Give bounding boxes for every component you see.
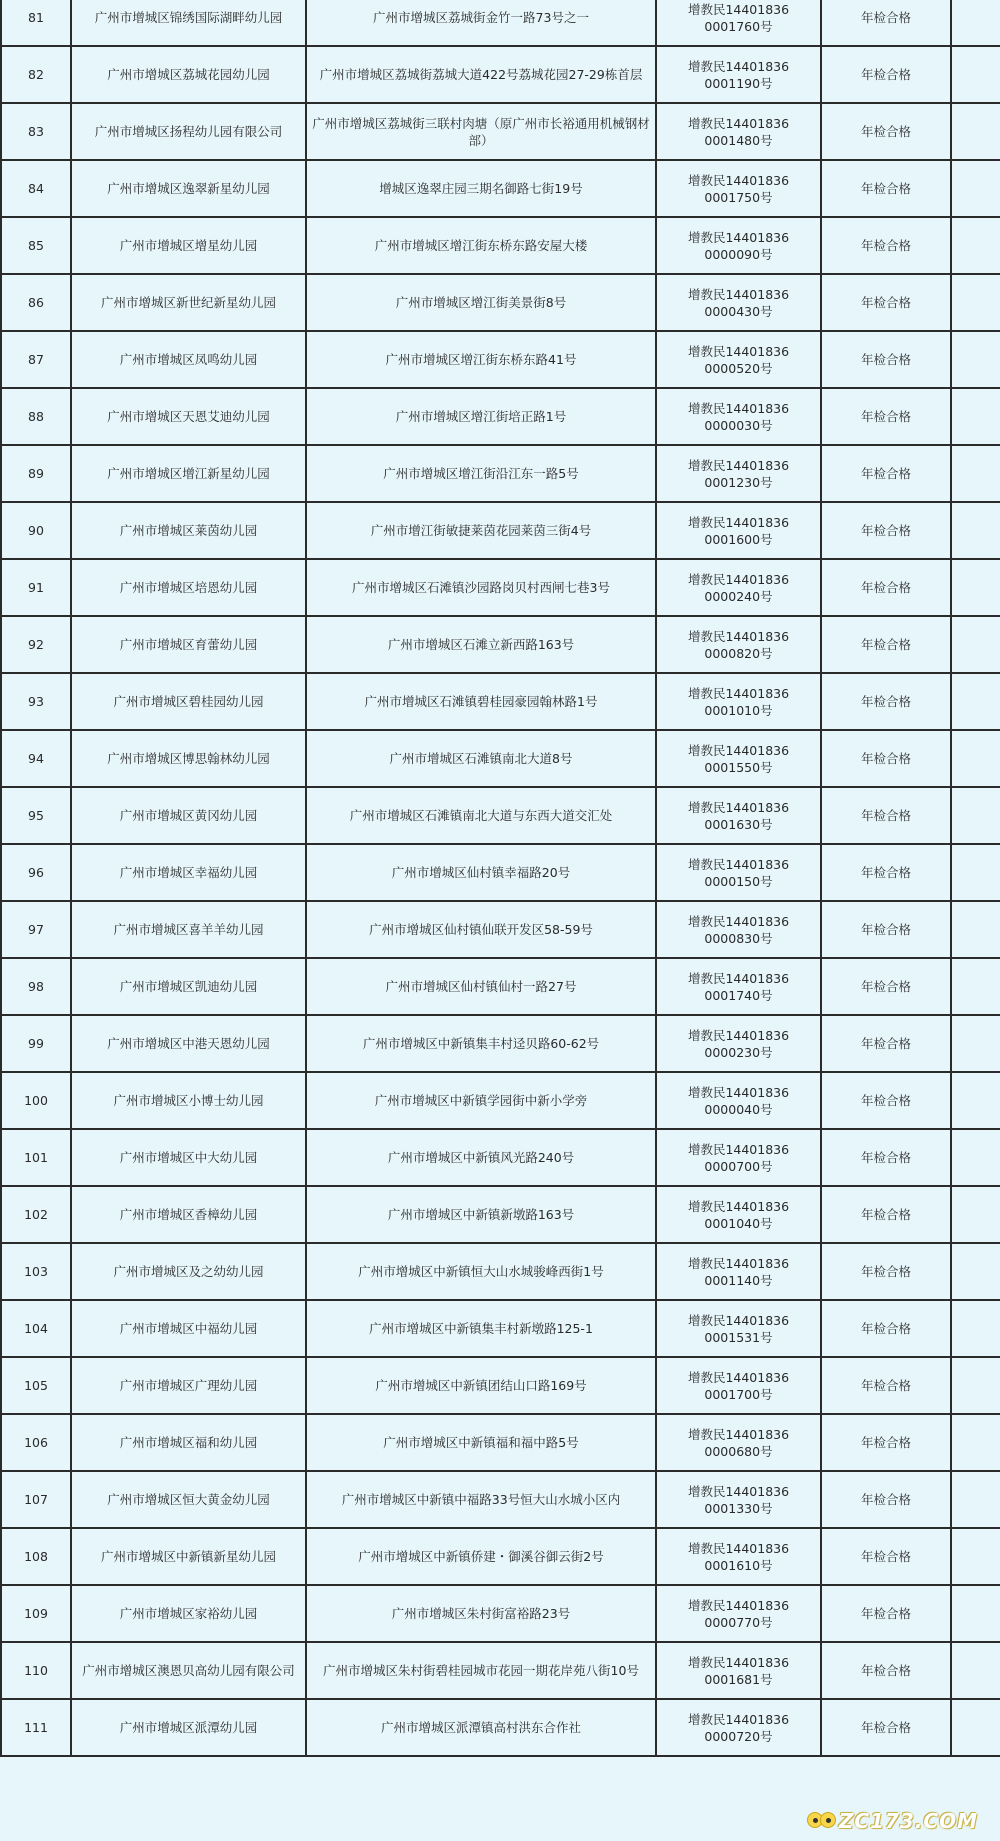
license-number-cell xyxy=(656,274,821,331)
kindergarten-name-cell: 广州市增城区家裕幼儿园 xyxy=(71,1585,306,1642)
inspection-status-cell: 年检合格 xyxy=(821,1243,951,1300)
license-number-cell xyxy=(656,1642,821,1699)
row-number-cell: 94 xyxy=(1,730,71,787)
empty-cell xyxy=(951,46,1000,103)
inspection-status-cell: 年检合格 xyxy=(821,1129,951,1186)
table-row xyxy=(1,1585,1000,1642)
license-number-cell xyxy=(656,673,821,730)
kindergarten-name-cell: 广州市增城区恒大黄金幼儿园 xyxy=(71,1471,306,1528)
license-number-line1: 增教民14401836 xyxy=(687,286,790,302)
row-number-cell: 96 xyxy=(1,844,71,901)
row-number-cell: 108 xyxy=(1,1528,71,1585)
inspection-status-cell: 年检合格 xyxy=(821,502,951,559)
license-number-line1: 增教民14401836 xyxy=(687,1597,790,1613)
license-number-line2: 0000030号 xyxy=(704,417,773,433)
empty-cell xyxy=(951,901,1000,958)
license-number-line1: 增教民14401836 xyxy=(687,514,790,530)
kindergarten-name-cell: 广州市增城区及之幼幼儿园 xyxy=(71,1243,306,1300)
license-number-line2: 0001700号 xyxy=(704,1386,773,1402)
license-number-cell xyxy=(656,787,821,844)
row-number-cell: 95 xyxy=(1,787,71,844)
inspection-status-cell: 年检合格 xyxy=(821,1528,951,1585)
inspection-status-cell: 年检合格 xyxy=(821,1186,951,1243)
address-cell: 广州市增城区中新镇风光路240号 xyxy=(306,1129,656,1186)
row-number-cell: 83 xyxy=(1,103,71,160)
license-number-cell xyxy=(656,730,821,787)
empty-cell xyxy=(951,1072,1000,1129)
license-number-line2: 0001550号 xyxy=(704,759,773,775)
table-row xyxy=(1,445,1000,502)
row-number-cell: 111 xyxy=(1,1699,71,1756)
empty-cell xyxy=(951,331,1000,388)
empty-cell xyxy=(951,1699,1000,1756)
empty-cell xyxy=(951,1414,1000,1471)
kindergarten-name-cell: 广州市增城区澳恩贝高幼儿园有限公司 xyxy=(71,1642,306,1699)
license-number-cell xyxy=(656,1072,821,1129)
table-row xyxy=(1,1528,1000,1585)
table-row xyxy=(1,0,1000,46)
kindergarten-name-cell: 广州市增城区荔城花园幼儿园 xyxy=(71,46,306,103)
kindergarten-name-cell: 广州市增城区福和幼儿园 xyxy=(71,1414,306,1471)
license-number-line1: 增教民14401836 xyxy=(687,628,790,644)
inspection-status-cell: 年检合格 xyxy=(821,559,951,616)
kindergarten-name-cell: 广州市增城区中福幼儿园 xyxy=(71,1300,306,1357)
kindergarten-name-cell: 广州市增城区天恩艾迪幼儿园 xyxy=(71,388,306,445)
license-number-cell xyxy=(656,1414,821,1471)
license-number-line1: 增教民14401836 xyxy=(687,58,790,74)
license-number-cell xyxy=(656,1357,821,1414)
empty-cell xyxy=(951,1471,1000,1528)
kindergarten-name-cell: 广州市增城区广理幼儿园 xyxy=(71,1357,306,1414)
license-number-cell xyxy=(656,445,821,502)
table-row xyxy=(1,673,1000,730)
address-cell: 广州市增城区中新镇团结山口路169号 xyxy=(306,1357,656,1414)
empty-cell xyxy=(951,730,1000,787)
address-cell: 广州市增城区石滩镇南北大道与东西大道交汇处 xyxy=(306,787,656,844)
license-number-line1: 增教民14401836 xyxy=(687,1141,790,1157)
address-cell: 广州市增城区增江街东桥东路安屋大楼 xyxy=(306,217,656,274)
license-number-line1: 增教民14401836 xyxy=(687,1369,790,1385)
address-cell: 广州市增城区中新镇中福路33号恒大山水城小区内 xyxy=(306,1471,656,1528)
license-number-line2: 0001010号 xyxy=(704,702,773,718)
empty-cell xyxy=(951,388,1000,445)
address-cell: 广州市增城区荔城街荔城大道422号荔城花园27-29栋首层 xyxy=(306,46,656,103)
license-number-line2: 0001330号 xyxy=(704,1500,773,1516)
license-number-line2: 0001040号 xyxy=(704,1215,773,1231)
kindergarten-name-cell: 广州市增城区博思翰林幼儿园 xyxy=(71,730,306,787)
address-cell: 广州市增城区仙村镇仙村一路27号 xyxy=(306,958,656,1015)
kindergarten-name-cell: 广州市增城区派潭幼儿园 xyxy=(71,1699,306,1756)
row-number-cell: 89 xyxy=(1,445,71,502)
table-row xyxy=(1,730,1000,787)
license-number-line1: 增教民14401836 xyxy=(687,1027,790,1043)
address-cell: 广州市增城区中新镇福和福中路5号 xyxy=(306,1414,656,1471)
row-number-cell: 100 xyxy=(1,1072,71,1129)
table-row xyxy=(1,1300,1000,1357)
license-number-cell xyxy=(656,901,821,958)
row-number-cell: 84 xyxy=(1,160,71,217)
table-row xyxy=(1,787,1000,844)
kindergarten-name-cell: 广州市增城区喜羊羊幼儿园 xyxy=(71,901,306,958)
inspection-status-cell: 年检合格 xyxy=(821,1015,951,1072)
inspection-status-cell: 年检合格 xyxy=(821,0,951,46)
license-number-line1: 增教民14401836 xyxy=(687,229,790,245)
inspection-status-cell: 年检合格 xyxy=(821,730,951,787)
address-cell: 广州市增城区中新镇恒大山水城骏峰西街1号 xyxy=(306,1243,656,1300)
license-number-cell xyxy=(656,1300,821,1357)
table-row xyxy=(1,844,1000,901)
kindergarten-name-cell: 广州市增城区中新镇新星幼儿园 xyxy=(71,1528,306,1585)
license-number-line1: 增教民14401836 xyxy=(687,1711,790,1727)
license-number-line2: 0001531号 xyxy=(704,1329,773,1345)
kindergarten-name-cell: 广州市增城区幸福幼儿园 xyxy=(71,844,306,901)
row-number-cell: 91 xyxy=(1,559,71,616)
empty-cell xyxy=(951,1357,1000,1414)
address-cell: 广州市增城区增江街美景街8号 xyxy=(306,274,656,331)
license-number-line1: 增教民14401836 xyxy=(687,685,790,701)
inspection-status-cell: 年检合格 xyxy=(821,1300,951,1357)
row-number-cell: 88 xyxy=(1,388,71,445)
empty-cell xyxy=(951,1015,1000,1072)
inspection-status-cell: 年检合格 xyxy=(821,160,951,217)
inspection-status-cell: 年检合格 xyxy=(821,445,951,502)
empty-cell xyxy=(951,445,1000,502)
table-row xyxy=(1,1642,1000,1699)
license-number-line2: 0000520号 xyxy=(704,360,773,376)
license-number-line1: 增教民14401836 xyxy=(687,1426,790,1442)
row-number-cell: 103 xyxy=(1,1243,71,1300)
table-row xyxy=(1,901,1000,958)
address-cell: 广州市增城区增江街沿江东一路5号 xyxy=(306,445,656,502)
address-cell: 广州市增城区朱村街碧桂园城市花园一期花岸苑八街10号 xyxy=(306,1642,656,1699)
license-number-line2: 0000430号 xyxy=(704,303,773,319)
row-number-cell: 97 xyxy=(1,901,71,958)
license-number-line2: 0000040号 xyxy=(704,1101,773,1117)
kindergarten-name-cell: 广州市增城区增星幼儿园 xyxy=(71,217,306,274)
inspection-status-cell: 年检合格 xyxy=(821,217,951,274)
license-number-cell xyxy=(656,1528,821,1585)
row-number-cell: 82 xyxy=(1,46,71,103)
inspection-status-cell: 年检合格 xyxy=(821,958,951,1015)
table-row xyxy=(1,1471,1000,1528)
table-row xyxy=(1,331,1000,388)
kindergarten-name-cell: 广州市增城区增江新星幼儿园 xyxy=(71,445,306,502)
row-number-cell: 110 xyxy=(1,1642,71,1699)
kindergarten-name-cell: 广州市增城区凤鸣幼儿园 xyxy=(71,331,306,388)
row-number-cell: 101 xyxy=(1,1129,71,1186)
kindergarten-name-cell: 广州市增城区中大幼儿园 xyxy=(71,1129,306,1186)
table-row xyxy=(1,1072,1000,1129)
license-number-line1: 增教民14401836 xyxy=(687,1198,790,1214)
inspection-status-cell: 年检合格 xyxy=(821,1414,951,1471)
empty-cell xyxy=(951,217,1000,274)
license-number-line1: 增教民14401836 xyxy=(687,1312,790,1328)
license-number-line2: 0001630号 xyxy=(704,816,773,832)
inspection-status-cell: 年检合格 xyxy=(821,103,951,160)
watermark-text: ZC173.COM xyxy=(838,1809,978,1833)
empty-cell xyxy=(951,1129,1000,1186)
inspection-status-cell: 年检合格 xyxy=(821,616,951,673)
license-number-cell xyxy=(656,1129,821,1186)
license-number-line1: 增教民14401836 xyxy=(687,1084,790,1100)
row-number-cell: 90 xyxy=(1,502,71,559)
license-number-cell xyxy=(656,1585,821,1642)
license-number-cell xyxy=(656,331,821,388)
table-body xyxy=(1,0,1000,1756)
address-cell: 广州市增城区石滩镇碧桂园豪园翰林路1号 xyxy=(306,673,656,730)
license-number-line2: 0000720号 xyxy=(704,1728,773,1744)
license-number-line2: 0000240号 xyxy=(704,588,773,604)
license-number-cell xyxy=(656,502,821,559)
row-number-cell: 85 xyxy=(1,217,71,274)
license-number-line2: 0001480号 xyxy=(704,132,773,148)
table-row xyxy=(1,1414,1000,1471)
empty-cell xyxy=(951,0,1000,46)
row-number-cell: 105 xyxy=(1,1357,71,1414)
license-number-cell xyxy=(656,1015,821,1072)
empty-cell xyxy=(951,1528,1000,1585)
empty-cell xyxy=(951,160,1000,217)
inspection-status-cell: 年检合格 xyxy=(821,1699,951,1756)
empty-cell xyxy=(951,1300,1000,1357)
license-number-cell xyxy=(656,1186,821,1243)
license-number-cell xyxy=(656,844,821,901)
license-number-line2: 0000230号 xyxy=(704,1044,773,1060)
license-number-line1: 增教民14401836 xyxy=(687,457,790,473)
empty-cell xyxy=(951,1585,1000,1642)
license-number-line1: 增教民14401836 xyxy=(687,913,790,929)
license-number-line2: 0000820号 xyxy=(704,645,773,661)
table-row xyxy=(1,160,1000,217)
license-number-cell xyxy=(656,160,821,217)
table-row xyxy=(1,46,1000,103)
license-number-line2: 0001740号 xyxy=(704,987,773,1003)
address-cell: 广州市增城区仙村镇仙联开发区58-59号 xyxy=(306,901,656,958)
row-number-cell: 87 xyxy=(1,331,71,388)
kindergarten-name-cell: 广州市增城区中港天恩幼儿园 xyxy=(71,1015,306,1072)
address-cell: 广州市增城区中新镇学园街中新小学旁 xyxy=(306,1072,656,1129)
watermark-face-icon xyxy=(807,1810,837,1832)
row-number-cell: 81 xyxy=(1,0,71,46)
empty-cell xyxy=(951,958,1000,1015)
inspection-status-cell: 年检合格 xyxy=(821,901,951,958)
inspection-status-cell: 年检合格 xyxy=(821,274,951,331)
kindergarten-name-cell: 广州市增城区扬程幼儿园有限公司 xyxy=(71,103,306,160)
kindergarten-name-cell: 广州市增城区黄冈幼儿园 xyxy=(71,787,306,844)
row-number-cell: 102 xyxy=(1,1186,71,1243)
address-cell: 广州市增城区中新镇新墩路163号 xyxy=(306,1186,656,1243)
table-row xyxy=(1,559,1000,616)
address-cell: 广州市增城区增江街东桥东路41号 xyxy=(306,331,656,388)
license-number-line2: 0000090号 xyxy=(704,246,773,262)
license-number-line2: 0000150号 xyxy=(704,873,773,889)
license-number-line1: 增教民14401836 xyxy=(687,742,790,758)
license-number-line1: 增教民14401836 xyxy=(687,856,790,872)
empty-cell xyxy=(951,1642,1000,1699)
row-number-cell: 106 xyxy=(1,1414,71,1471)
kindergarten-name-cell: 广州市增城区凯迪幼儿园 xyxy=(71,958,306,1015)
license-number-cell xyxy=(656,103,821,160)
empty-cell xyxy=(951,103,1000,160)
license-number-cell xyxy=(656,958,821,1015)
license-number-line2: 0001610号 xyxy=(704,1557,773,1573)
table-row xyxy=(1,958,1000,1015)
address-cell: 广州市增城区中新镇侨建・御溪谷御云街2号 xyxy=(306,1528,656,1585)
inspection-status-cell: 年检合格 xyxy=(821,787,951,844)
empty-cell xyxy=(951,274,1000,331)
row-number-cell: 99 xyxy=(1,1015,71,1072)
kindergarten-name-cell: 广州市增城区培恩幼儿园 xyxy=(71,559,306,616)
license-number-cell xyxy=(656,559,821,616)
license-number-line2: 0000830号 xyxy=(704,930,773,946)
empty-cell xyxy=(951,673,1000,730)
license-number-cell xyxy=(656,1471,821,1528)
row-number-cell: 107 xyxy=(1,1471,71,1528)
license-number-line2: 0001750号 xyxy=(704,189,773,205)
license-number-line2: 0000700号 xyxy=(704,1158,773,1174)
table-row xyxy=(1,217,1000,274)
license-number-cell xyxy=(656,616,821,673)
license-number-line1: 增教民14401836 xyxy=(687,343,790,359)
kindergarten-name-cell: 广州市增城区锦绣国际湖畔幼儿园 xyxy=(71,0,306,46)
kindergarten-name-cell: 广州市增城区碧桂园幼儿园 xyxy=(71,673,306,730)
inspection-status-cell: 年检合格 xyxy=(821,1585,951,1642)
license-number-line1: 增教民14401836 xyxy=(687,1483,790,1499)
inspection-status-cell: 年检合格 xyxy=(821,1357,951,1414)
license-number-cell xyxy=(656,217,821,274)
table-row xyxy=(1,1699,1000,1756)
empty-cell xyxy=(951,559,1000,616)
license-number-line1: 增教民14401836 xyxy=(687,1,790,17)
inspection-status-cell: 年检合格 xyxy=(821,1072,951,1129)
row-number-cell: 93 xyxy=(1,673,71,730)
address-cell: 增城区逸翠庄园三期名御路七街19号 xyxy=(306,160,656,217)
license-number-line1: 增教民14401836 xyxy=(687,799,790,815)
license-number-line1: 增教民14401836 xyxy=(687,970,790,986)
kindergarten-name-cell: 广州市增城区逸翠新星幼儿园 xyxy=(71,160,306,217)
empty-cell xyxy=(951,616,1000,673)
address-cell: 广州市增城区仙村镇幸福路20号 xyxy=(306,844,656,901)
license-number-line2: 0001230号 xyxy=(704,474,773,490)
table-row xyxy=(1,1357,1000,1414)
empty-cell xyxy=(951,787,1000,844)
inspection-status-cell: 年检合格 xyxy=(821,844,951,901)
inspection-status-cell: 年检合格 xyxy=(821,673,951,730)
license-number-line2: 0001190号 xyxy=(704,75,773,91)
address-cell: 广州市增城区石滩立新西路163号 xyxy=(306,616,656,673)
inspection-status-cell: 年检合格 xyxy=(821,1642,951,1699)
license-number-line1: 增教民14401836 xyxy=(687,115,790,131)
license-number-cell xyxy=(656,46,821,103)
license-number-line1: 增教民14401836 xyxy=(687,571,790,587)
license-number-line1: 增教民14401836 xyxy=(687,1654,790,1670)
inspection-status-cell: 年检合格 xyxy=(821,331,951,388)
table-row xyxy=(1,616,1000,673)
inspection-status-cell: 年检合格 xyxy=(821,46,951,103)
row-number-cell: 98 xyxy=(1,958,71,1015)
license-number-cell xyxy=(656,0,821,46)
license-number-cell xyxy=(656,1243,821,1300)
address-cell: 广州市增城区增江街培正路1号 xyxy=(306,388,656,445)
license-number-line2: 0000680号 xyxy=(704,1443,773,1459)
address-cell: 广州市增城区石滩镇沙园路岗贝村西闸七巷3号 xyxy=(306,559,656,616)
row-number-cell: 86 xyxy=(1,274,71,331)
address-cell: 广州市增城区石滩镇南北大道8号 xyxy=(306,730,656,787)
kindergarten-name-cell: 广州市增城区莱茵幼儿园 xyxy=(71,502,306,559)
table-row xyxy=(1,1186,1000,1243)
license-number-line2: 0001760号 xyxy=(704,18,773,34)
address-cell: 广州市增城区荔城街金竹一路73号之一 xyxy=(306,0,656,46)
empty-cell xyxy=(951,1243,1000,1300)
inspection-status-cell: 年检合格 xyxy=(821,388,951,445)
table-row xyxy=(1,502,1000,559)
row-number-cell: 92 xyxy=(1,616,71,673)
license-number-line1: 增教民14401836 xyxy=(687,400,790,416)
license-number-line2: 0001140号 xyxy=(704,1272,773,1288)
row-number-cell: 104 xyxy=(1,1300,71,1357)
table-row xyxy=(1,274,1000,331)
license-number-line1: 增教民14401836 xyxy=(687,1255,790,1271)
license-number-line2: 0001600号 xyxy=(704,531,773,547)
license-number-line1: 增教民14401836 xyxy=(687,172,790,188)
row-number-cell: 109 xyxy=(1,1585,71,1642)
address-cell: 广州市增城区中新镇集丰村迳贝路60-62号 xyxy=(306,1015,656,1072)
inspection-status-cell: 年检合格 xyxy=(821,1471,951,1528)
license-number-cell xyxy=(656,1699,821,1756)
address-cell: 广州市增城区中新镇集丰村新墩路125-1 xyxy=(306,1300,656,1357)
table-row xyxy=(1,1243,1000,1300)
table-row xyxy=(1,388,1000,445)
empty-cell xyxy=(951,1186,1000,1243)
empty-cell xyxy=(951,502,1000,559)
license-number-line2: 0000770号 xyxy=(704,1614,773,1630)
kindergarten-name-cell: 广州市增城区育蕾幼儿园 xyxy=(71,616,306,673)
license-number-cell xyxy=(656,388,821,445)
kindergarten-name-cell: 广州市增城区小博士幼儿园 xyxy=(71,1072,306,1129)
license-number-line2: 0001681号 xyxy=(704,1671,773,1687)
license-number-line1: 增教民14401836 xyxy=(687,1540,790,1556)
address-cell: 广州市增城区荔城街三联村肉塘（原广州市长裕通用机械钢材部） xyxy=(306,103,656,160)
address-cell: 广州市增江街敏捷莱茵花园莱茵三街4号 xyxy=(306,502,656,559)
table-row xyxy=(1,103,1000,160)
address-cell: 广州市增城区派潭镇高村洪东合作社 xyxy=(306,1699,656,1756)
empty-cell xyxy=(951,844,1000,901)
watermark-logo xyxy=(807,1809,978,1833)
kindergarten-name-cell: 广州市增城区香樟幼儿园 xyxy=(71,1186,306,1243)
address-cell: 广州市增城区朱村街富裕路23号 xyxy=(306,1585,656,1642)
table-row xyxy=(1,1129,1000,1186)
table-row xyxy=(1,1015,1000,1072)
kindergarten-name-cell: 广州市增城区新世纪新星幼儿园 xyxy=(71,274,306,331)
